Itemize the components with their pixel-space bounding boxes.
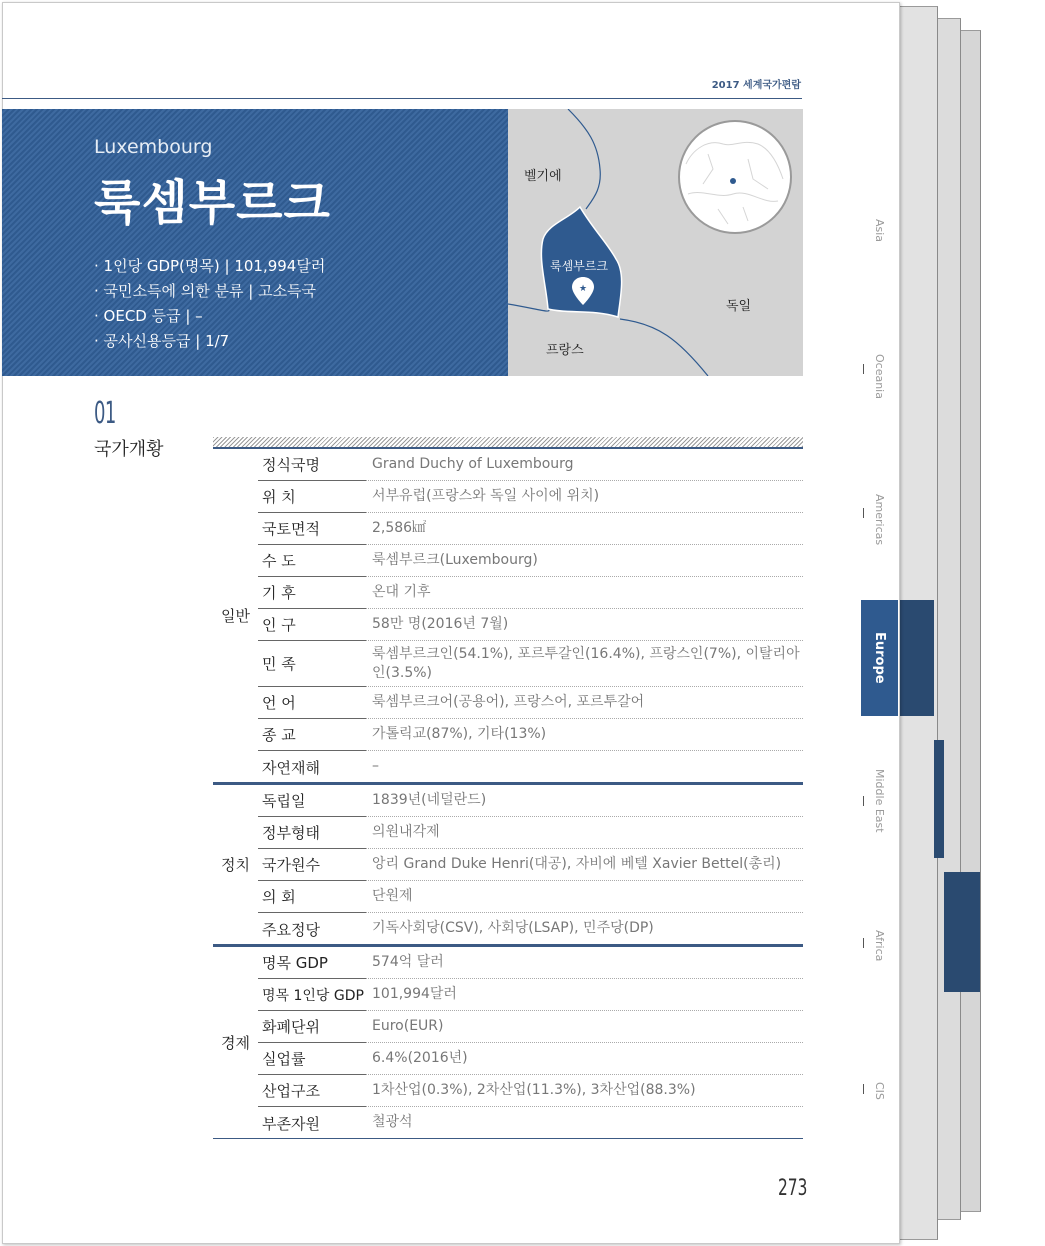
table-row [258,609,803,641]
row-value: 1839년(네덜란드) [372,792,487,808]
row-value: 1차산업(0.3%), 2차산업(11.3%), 3차산업(88.3%) [372,1082,696,1098]
row-key: 국가원수 [258,849,366,881]
row-key: 부존자원 [262,1114,320,1133]
tab-label: Oceania [873,353,886,399]
row-value: 단원제 [372,888,413,904]
table-row [258,979,803,1011]
map-graphic [508,109,803,376]
row-value: – [372,758,379,774]
table-row [258,641,803,687]
row-key: 명목 1인당 GDP [258,979,366,1011]
map-label-belgium: 벨기에 [524,169,562,184]
row-key: 인 구 [258,609,366,641]
tab-label: Africa [873,930,886,962]
row-value: 룩셈부르크(Luxembourg) [372,552,538,568]
table-row [258,577,803,609]
row-key: 기 후 [258,577,366,609]
row-value: 58만 명(2016년 7월) [372,616,509,632]
table-row [258,913,803,944]
table-row [258,1075,803,1107]
row-key: 실업률 [258,1043,366,1075]
row-value: 가톨릭교(87%), 기타(13%) [372,726,547,742]
region-tabs [861,196,898,1156]
row-key: 국토면적 [258,513,366,545]
row-value: 온대 기후 [372,584,431,600]
svg-text:★: ★ [578,284,588,294]
row-value: 의원내각제 [372,824,440,840]
row-key: 정부형태 [258,817,366,849]
fact-credit: · 공사신용등급 | 1/7 [94,332,230,350]
group-label: 경제 [221,1034,250,1052]
row-key: 위 치 [258,481,366,513]
tab-europe[interactable] [861,600,898,716]
table-row [258,881,803,913]
group-politics [213,783,803,944]
fact-gdp: · 1인당 GDP(명목) | 101,994달러 [94,257,326,275]
row-value: 6.4%(2016년) [372,1050,468,1066]
tab-label: CIS [873,1082,886,1100]
table-row [258,947,803,979]
row-value: 2,586㎢ [372,520,427,536]
row-key: 민 족 [258,641,366,687]
row-value: 101,994달러 [372,986,457,1002]
table-row [258,513,803,545]
group-general [213,447,803,782]
country-name-en: Luxembourg [94,136,213,158]
key-facts [94,254,325,354]
tab-label: Americas [873,494,886,546]
table-row [258,751,803,782]
row-value: 철광석 [372,1114,413,1130]
table-row [258,687,803,719]
row-key: 언 어 [258,687,366,719]
row-value: 룩셈부르크인(54.1%), 포르투갈인(16.4%), 프랑스인(7%), 이탈리아인(3.5%) [372,645,800,681]
tab-label: Middle East [873,769,886,833]
page-number: 273 [778,1176,808,1201]
table-row [258,449,803,481]
table-row [258,817,803,849]
group-label: 일반 [221,607,250,625]
edition-label: 2017 세계국가편람 [711,80,801,91]
fact-oecd: · OECD 등급 | – [94,307,203,325]
map-label-luxembourg: 룩셈부르크 [550,259,608,273]
back-page-tab-2 [934,740,944,858]
map-label-france: 프랑스 [546,343,584,358]
tab-americas[interactable] [861,478,898,562]
back-page-tab-3 [944,872,980,992]
row-value: 기독사회당(CSV), 사회당(LSAP), 민주당(DP) [372,920,654,936]
back-page-tab-europe [898,600,934,716]
row-key: 화폐단위 [258,1011,366,1043]
table-row [258,785,803,817]
row-value: 룩셈부르크어(공용어), 프랑스어, 포르투갈어 [372,694,645,710]
table-row [258,1011,803,1043]
row-key: 자연재해 [262,758,320,777]
row-key: 의 회 [258,881,366,913]
section-number: 01 [94,396,116,431]
country-overview-table [213,447,803,1139]
tab-middle-east[interactable] [861,761,898,841]
table-row [258,849,803,881]
tab-africa[interactable] [861,916,898,976]
table-row [258,545,803,577]
table-row [258,719,803,751]
tab-cis[interactable] [861,1066,898,1116]
row-value: Euro(EUR) [372,1018,444,1034]
row-value: 574억 달러 [372,954,444,970]
country-name-ko: 룩셈부르크 [94,175,331,231]
row-value: Grand Duchy of Luxembourg [372,456,574,472]
map-label-germany: 독일 [726,299,752,314]
row-value: 앙리 Grand Duke Henri(대공), 자비에 베텔 Xavier Bettel(총리) [372,856,782,872]
tab-label: Asia [873,219,886,243]
row-key: 수 도 [258,545,366,577]
row-value: 서부유럽(프랑스와 독일 사이에 위치) [372,488,600,504]
tab-label: Europe [872,632,887,684]
row-key: 종 교 [258,719,366,751]
table-row [258,1107,803,1138]
group-label: 정치 [221,856,250,874]
country-banner [2,109,508,376]
row-key: 명목 GDP [258,947,366,979]
row-key: 독립일 [258,785,366,817]
group-economy [213,945,803,1138]
header-rule [2,98,802,99]
row-key: 산업구조 [258,1075,366,1107]
table-row [258,1043,803,1075]
row-key: 주요정당 [262,920,320,939]
tab-oceania[interactable] [861,336,898,416]
tab-asia[interactable] [861,196,898,266]
table-row [258,481,803,513]
fact-income-class: · 국민소득에 의한 분류 | 고소득국 [94,282,317,300]
row-key: 정식국명 [258,449,366,481]
table-hatch-bar [213,437,803,447]
section-title: 국가개황 [94,439,164,460]
country-map [508,109,803,376]
